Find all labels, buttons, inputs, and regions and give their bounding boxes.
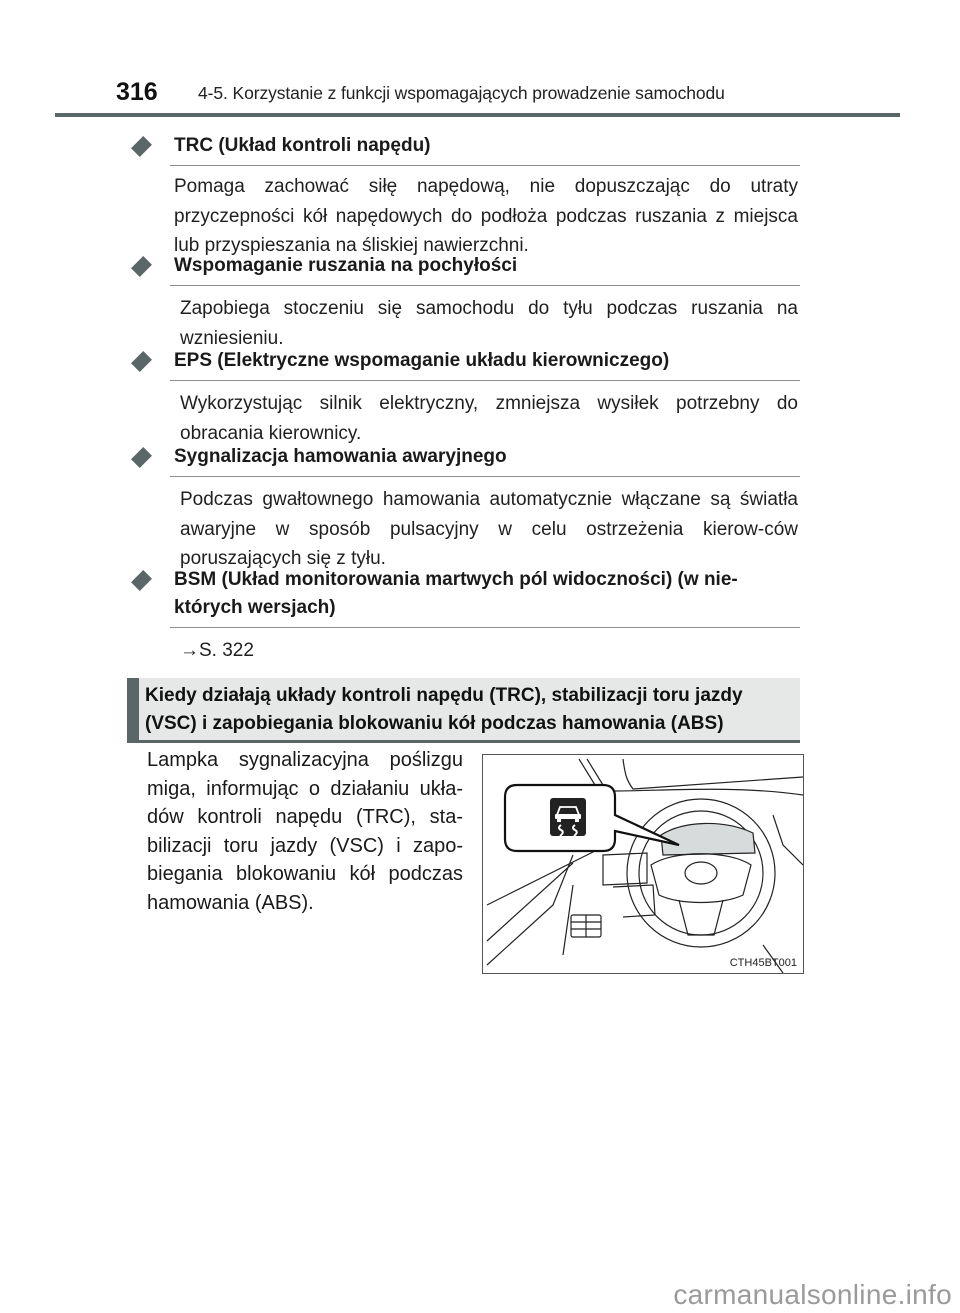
section-rule	[170, 165, 800, 166]
figure-code: CTH45BT001	[729, 957, 797, 969]
diamond-bullet-icon	[131, 136, 152, 157]
diamond-bullet-icon	[131, 447, 152, 468]
section-trc	[130, 132, 800, 261]
steering-wheel-illustration	[483, 755, 803, 973]
subsection-banner	[127, 678, 800, 743]
section-rule	[170, 476, 800, 477]
banner-title: Kiedy działają układy kontroli napędu (TRC), stabilizacji toru jazdy (VSC) i zapobiegania blokowaniu kół podczas hamowania (ABS)	[145, 685, 743, 734]
section-rule	[170, 627, 800, 628]
banner-accent-bar	[127, 678, 139, 740]
section-body: Podczas gwałtownego hamowania automatycznie włączane są światła awaryjne w sposób pulsacyjny w celu ostrzeżenia kierow-ców poruszających się z tyłu.	[180, 489, 798, 569]
section-title: BSM (Układ monitorowania martwych pól widoczności) (w nie-których wersjach)	[130, 566, 800, 622]
section-title: EPS (Elektryczne wspomaganie układu kierowniczego)	[130, 347, 800, 375]
section-bsm	[130, 566, 800, 666]
section-eps	[130, 347, 800, 448]
slip-indicator-icon	[550, 798, 586, 836]
page-number: 316	[116, 78, 158, 106]
dashboard-illustration	[482, 754, 804, 974]
page-reference-link[interactable]: →S. 322	[180, 640, 254, 661]
section-title: Sygnalizacja hamowania awaryjnego	[130, 443, 800, 471]
diamond-bullet-icon	[131, 256, 152, 277]
section-body: Wykorzystując silnik elektryczny, zmniejsza wysiłek potrzebny do obracania kierownicy.	[180, 393, 798, 444]
section-emergency-brake-signal	[130, 443, 800, 574]
description-text: Lampka sygnalizacyjna poślizgu miga, informując o działaniu ukła-dów kontroli napędu (TRC), sta-bilizacji toru jazdy (VSC) i zapo-biegania blokowaniu kół podczas hamowania (ABS).	[147, 749, 463, 914]
section-rule	[170, 285, 800, 286]
chapter-title: 4-5. Korzystanie z funkcji wspomagających prowadzenie samochodu	[198, 83, 725, 103]
diamond-bullet-icon	[131, 351, 152, 372]
section-rule	[170, 380, 800, 381]
section-hill-start	[130, 252, 800, 353]
section-title: TRC (Układ kontroli napędu)	[130, 132, 800, 160]
callout-bubble	[505, 785, 679, 851]
section-body: Zapobiega stoczeniu się samochodu do tyłu podczas ruszania na wzniesieniu.	[180, 298, 798, 349]
header-rule	[55, 113, 900, 117]
section-title: Wspomaganie ruszania na pochyłości	[130, 252, 800, 280]
section-body: Pomaga zachować siłę napędową, nie dopuszczając do utraty przyczepności kół napędowych do podłoża podczas ruszania z miejsca lub przyspieszania na śliskiej nawierzchni.	[174, 176, 798, 256]
watermark: carmanualsonline.info	[673, 1279, 952, 1310]
diamond-bullet-icon	[131, 570, 152, 591]
